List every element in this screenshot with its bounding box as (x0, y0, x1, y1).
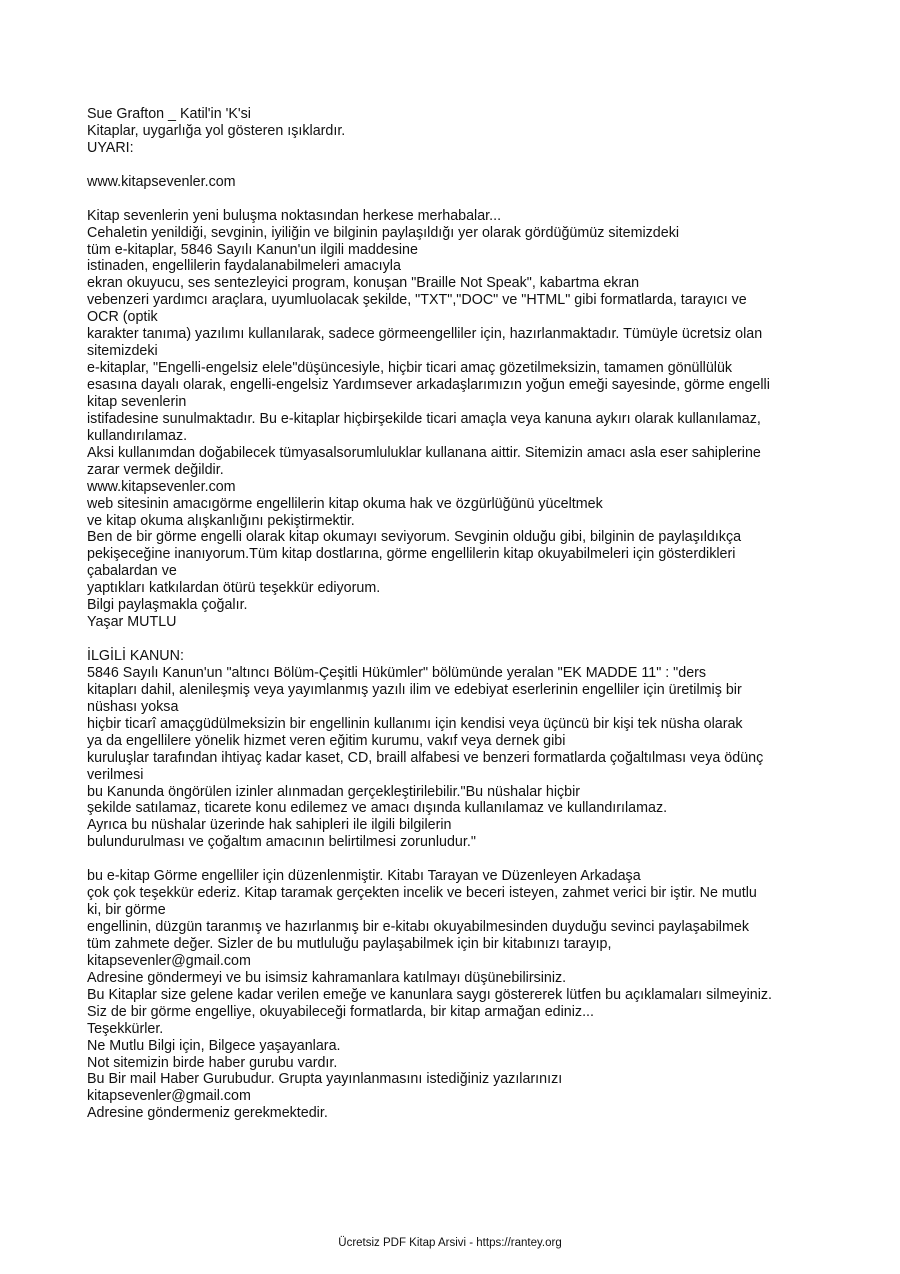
text-line: ekran okuyucu, ses sentezleyici program, konuşan "Braille Not Speak", kabartma ekran (87, 275, 640, 292)
text-line: Teşekkürler. (87, 1020, 164, 1037)
text-line: çok çok teşekkür ederiz. Kitap taramak gerçekten incelik ve beceri isteyen, zahmet verici bir iştir. Ne mutlu (87, 885, 757, 902)
text-line: OCR (optik (87, 309, 158, 326)
text-line: vebenzeri yardımcı araçlara, uyumluolacak şekilde, "TXT","DOC" ve "HTML" gibi formatlarda, tarayıcı ve (87, 292, 747, 309)
text-line: Bu Bir mail Haber Gurubudur. Grupta yayınlanmasını istediğiniz yazılarınızı (87, 1071, 563, 1088)
text-line: kitapsevenler@gmail.com (87, 1088, 251, 1105)
text-line: engellinin, düzgün taranmış ve hazırlanmış bir e-kitabı okuyabilmesinden duyduğu sevinci paylaşabilmek (87, 919, 749, 935)
text-line: çabalardan ve (87, 563, 177, 580)
text-line: bu Kanunda öngörülen izinler alınmadan gerçekleştirilebilir."Bu nüshalar hiçbir (87, 783, 581, 800)
text-line: ki, bir görme (87, 902, 166, 919)
text-line: istifadesine sunulmaktadır. Bu e-kitaplar hiçbirşekilde ticari amaçla veya kanuna aykırı olarak kullanılamaz, (87, 410, 761, 427)
text-line: Ayrıca bu nüshalar üzerinde hak sahipleri ile ilgili bilgilerin (87, 817, 452, 834)
text-line: Yaşar MUTLU (87, 614, 177, 631)
text-line: web sitesinin amacıgörme engellilerin kitap okuma hak ve özgürlüğünü yüceltmek (87, 495, 603, 512)
text-line: kitap sevenlerin (87, 393, 187, 410)
text-line: UYARI: (87, 139, 134, 156)
text-line: verilmesi (87, 766, 144, 783)
text-line: Sue Grafton _ Katil'in 'K'si (87, 106, 251, 122)
text-line: Cehaletin yenildiği, sevginin, iyiliğin ve bilginin paylaşıldığı yer olarak gördüğümüz sitemizdeki (87, 224, 680, 241)
text-line: Siz de bir görme engelliye, okuyabileceği formatlarda, bir kitap armağan ediniz... (87, 1003, 595, 1020)
text-line: nüshası yoksa (87, 698, 179, 715)
text-line: bulundurulması ve çoğaltım amacının belirtilmesi zorunludur." (87, 834, 476, 851)
text-line: ve kitap okuma alışkanlığını pekiştirmektir. (87, 512, 355, 529)
text-line: Bu Kitaplar size gelene kadar verilen emeğe ve kanunlara saygı göstererek lütfen bu açıklamaları silmeyiniz. (87, 986, 773, 1003)
blank-line (87, 157, 817, 174)
blank-line (87, 191, 817, 208)
text-line: Adresine göndermeyi ve bu isimsiz kahramanlara katılmayı düşünebilirsiniz. (87, 969, 567, 986)
text-line: kitapsevenler@gmail.com (87, 952, 251, 969)
text-line: tüm e-kitaplar, 5846 Sayılı Kanun'un ilgili maddesine (87, 241, 418, 258)
page-footer: Ücretsiz PDF Kitap Arsivi - https://rantey.org (338, 1237, 562, 1249)
text-line: kuruluşlar tarafından ihtiyaç kadar kaset, CD, braill alfabesi ve benzeri formatlarda çoğaltılması veya ödünç (87, 749, 764, 766)
text-line: esasına dayalı olarak, engelli-engelsiz Yardımsever arkadaşlarımızın yoğun emeği sayesinde, görme engelli (87, 377, 770, 393)
text-line: www.kitapsevenler.com (87, 478, 236, 495)
text-line: tüm zahmete değer. Sizler de bu mutluluğu paylaşabilmek için bir kitabınızı tarayıp, (87, 935, 612, 952)
text-line: Kitaplar, uygarlığa yol gösteren ışıklardır. (87, 122, 346, 139)
text-line: ya da engellilere yönelik hizmet veren eğitim kurumu, vakıf veya dernek gibi (87, 732, 566, 749)
blank-line (87, 631, 817, 648)
text-line: Not sitemizin birde haber gurubu vardır. (87, 1054, 338, 1071)
text-line: zarar vermek değildir. (87, 461, 224, 478)
document-body (87, 106, 817, 1122)
text-line: İLGİLİ KANUN: (87, 648, 184, 664)
text-line: e-kitaplar, "Engelli-engelsiz elele"düşüncesiyle, hiçbir ticari amaç gözetilmeksizin, tamamen gönüllülük (87, 360, 733, 377)
text-line: sitemizdeki (87, 343, 158, 360)
text-line: Ben de bir görme engelli olarak kitap okumayı seviyorum. Sevginin olduğu gibi, bilginin de paylaşıldıkça (87, 529, 742, 546)
text-line: istinaden, engellilerin faydalanabilmeleri amacıyla (87, 258, 401, 275)
text-line: kitapları dahil, alenileşmiş veya yayımlanmış yazılı ilim ve edebiyat eserlerinin engelliler için üretilmiş bir (87, 681, 742, 698)
text-line: kullandırılamaz. (87, 427, 188, 444)
text-line: karakter tanıma) yazılımı kullanılarak, sadece görmeengelliler için, hazırlanmaktadır. Tümüyle ücretsiz olan (87, 326, 763, 343)
text-line: pekişeceğine inanıyorum.Tüm kitap dostlarına, görme engellilerin kitap okuyabilmeleri için gösterdikleri (87, 546, 736, 563)
text-line: Ne Mutlu Bilgi için, Bilgece yaşayanlara. (87, 1037, 341, 1054)
text-line: Adresine göndermeniz gerekmektedir. (87, 1105, 328, 1122)
text-line: Aksi kullanımdan doğabilecek tümyasalsorumluluklar kullanana aittir. Sitemizin amacı asla eser sahiplerine (87, 444, 761, 461)
text-line: şekilde satılamaz, ticarete konu edilemez ve amacı dışında kullanılamaz ve kullandırılamaz. (87, 800, 668, 817)
text-line: yaptıkları katkılardan ötürü teşekkür ediyorum. (87, 580, 381, 597)
text-line: hiçbir ticarî amaçgüdülmeksizin bir engellinin kullanımı için kendisi veya üçüncü bir kişi tek nüsha olarak (87, 715, 743, 732)
text-line: 5846 Sayılı Kanun'un "altıncı Bölüm-Çeşitli Hükümler" bölümünde yeralan "EK MADDE 11" : "ders (87, 664, 707, 681)
text-line: bu e-kitap Görme engelliler için düzenlenmiştir. Kitabı Tarayan ve Düzenleyen Arkadaşa (87, 868, 641, 885)
text-line: www.kitapsevenler.com (87, 173, 236, 190)
text-line: Bilgi paylaşmakla çoğalır. (87, 597, 248, 614)
blank-line (87, 851, 817, 868)
text-line: Kitap sevenlerin yeni buluşma noktasından herkese merhabalar... (87, 207, 502, 224)
